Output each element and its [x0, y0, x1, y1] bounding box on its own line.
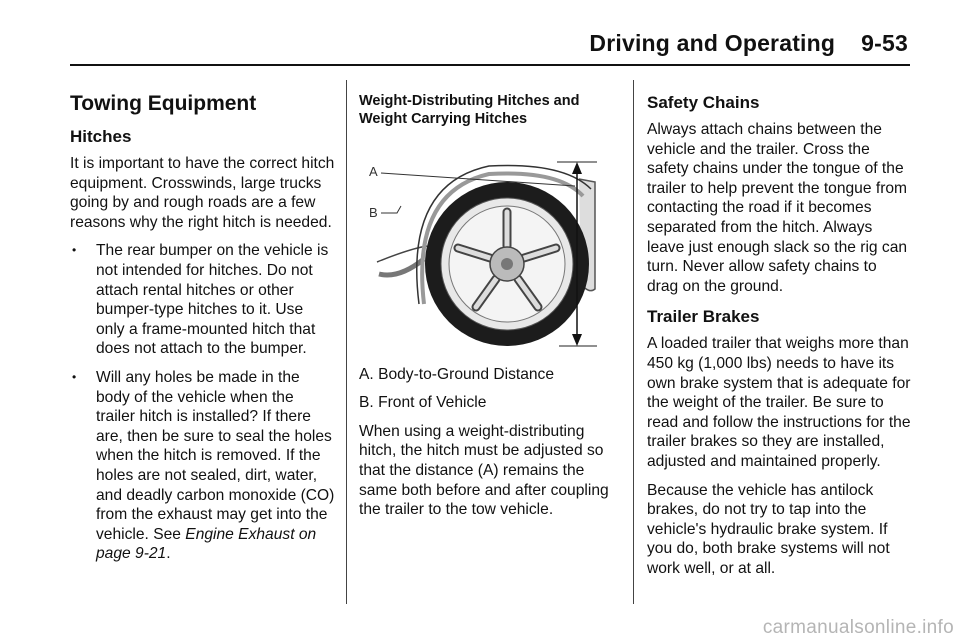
- hitches-heading: Hitches: [70, 127, 132, 146]
- center-cap: [501, 258, 513, 270]
- section-title: Driving and Operating: [589, 30, 836, 56]
- weight-hitches-heading: Weight-Distributing Hitches and Weight Carrying Hitches: [359, 93, 580, 127]
- callout-b-line: [381, 206, 401, 213]
- bullet-text: Will any holes be made in the body of the vehicle when the trailer hitch is installed? If there are, then be sure to seal the holes when the hitch is removed. If the holes are not sealed, dirt, water, and deadly carbon monoxide (CO) from the exhaust may get into the vehicle. See: [96, 368, 335, 543]
- legend-a: A. Body-to-Ground Distance: [359, 365, 555, 383]
- arrow-up-icon: [572, 162, 582, 174]
- wheel-diagram: [369, 154, 599, 349]
- bullet-item: [70, 241, 335, 359]
- engine-exhaust-link[interactable]: Engine Exhaust on page 9-21: [96, 525, 317, 563]
- column-divider-2: [633, 80, 634, 604]
- hitches-intro: It is important to have the correct hitch equipment. Crosswinds, large trucks going by and rough roads are a few reasons why the right hitch is needed.: [70, 155, 335, 231]
- safety-chains-heading: Safety Chains: [647, 93, 760, 112]
- bullet-text: The rear bumper on the vehicle is not intended for hitches. Do not attach rental hitches or other bumper-type hitches to it. Use only a frame-mounted hitch that does not attach to the bumper.: [96, 242, 329, 358]
- bullet-icon: •: [72, 243, 77, 258]
- page-number: 9-53: [861, 30, 908, 56]
- column-divider-1: [346, 80, 347, 604]
- label-a: A: [369, 164, 378, 179]
- label-b: B: [369, 205, 378, 220]
- column-2: [359, 92, 621, 529]
- weight-hitch-body: When using a weight-distributing hitch, the hitch must be adjusted so that the distance (A) remains the same both before and after coupling the trailer to the tow vehicle.: [359, 422, 609, 519]
- trailer-brakes-body-1: A loaded trailer that weighs more than 450 kg (1,000 lbs) needs to have its own brake system that is adequate for the weight of the trailer. Be sure to read and follow the instructions for the trailer brakes so they are installed, adjusted and maintained properly.: [647, 335, 911, 470]
- safety-chains-body: Always attach chains between the vehicle and the trailer. Cross the safety chains under the tongue of the trailer to help prevent the tongue from contacting the road if it becomes separated from the hitch. Always leave just enough slack so the rig can turn. Never allow safety chains to drag on the ground.: [647, 121, 908, 295]
- legend-b: B. Front of Vehicle: [359, 394, 487, 412]
- trailer-brakes-body-2: Because the vehicle has antilock brakes, do not try to tap into the vehicle's hydraulic brake system. If you do, both brake systems will not work well, or at all.: [647, 481, 890, 577]
- trailer-brakes-heading: Trailer Brakes: [647, 307, 760, 327]
- page-header: [589, 30, 908, 57]
- bullet-item: [70, 368, 335, 564]
- header-rule: [70, 64, 910, 66]
- wheel-figure: [369, 154, 621, 355]
- bullet-period: .: [166, 545, 171, 563]
- page-title: Towing Equipment: [70, 92, 257, 115]
- callout-a-line: [381, 173, 575, 186]
- watermark: carmanualsonline.info: [762, 617, 954, 638]
- column-1: [70, 92, 335, 573]
- arrow-down-icon: [572, 334, 582, 346]
- bullet-icon: •: [72, 369, 77, 384]
- column-3: [647, 92, 912, 587]
